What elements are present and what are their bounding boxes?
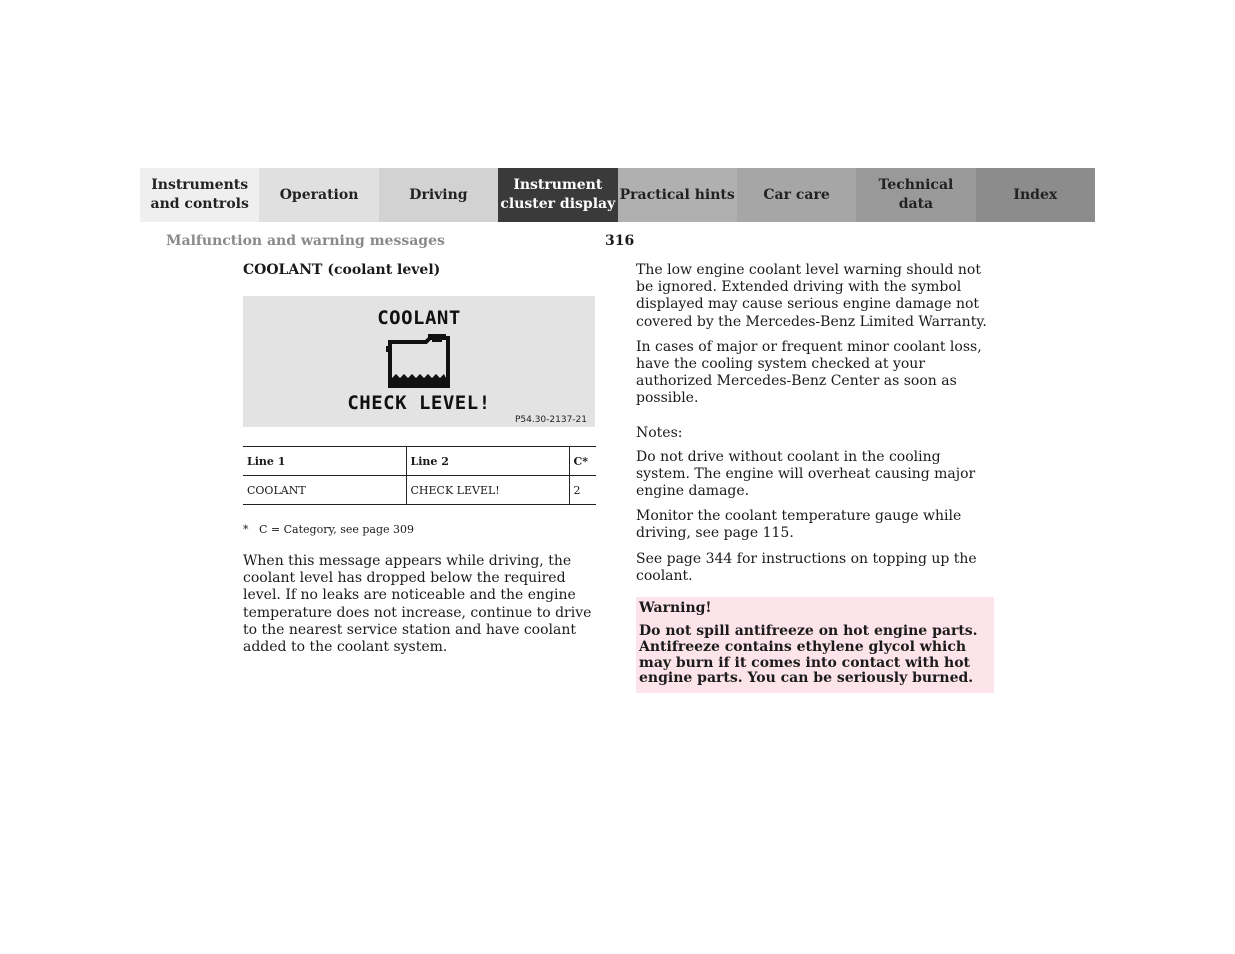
- note-item: Do not drive without coolant in the cooling system. The engine will overheat causing major engine damage.: [636, 448, 976, 500]
- tab-instrument-cluster-display[interactable]: Instrument cluster display: [498, 168, 617, 222]
- tab-index[interactable]: Index: [976, 168, 1095, 222]
- column-header-line1: Line 1: [243, 447, 406, 476]
- warning-box: [636, 597, 994, 693]
- section-header: Malfunction and warning messages: [166, 233, 445, 249]
- footnote-marker: *: [243, 523, 249, 536]
- right-column: [636, 262, 996, 693]
- tab-practical-hints[interactable]: Practical hints: [618, 168, 737, 222]
- message-table: [243, 446, 596, 505]
- coolant-loss-paragraph: In cases of major or frequent minor coolant loss, have the cooling system checked at your authorized Mercedes-Benz Center as soon as possible.: [636, 338, 982, 407]
- table-cell: COOLANT: [243, 476, 406, 505]
- note-item: See page 344 for instructions on topping up the coolant.: [636, 550, 977, 584]
- column-header-line2: Line 2: [406, 447, 569, 476]
- display-line-1: COOLANT: [377, 307, 461, 329]
- chapter-tab-bar: [140, 168, 1095, 222]
- warning-explanation-paragraph: The low engine coolant level warning should not be ignored. Extended driving with the symbol displayed may cause serious engine damage not covered by the Mercedes-Benz Limited Warranty.: [636, 262, 987, 330]
- description-paragraph: When this message appears while driving, the coolant level has dropped below the required level. If no leaks are noticeable and the engine temperature does not increase, continue to drive to the nearest service station and have coolant added to the coolant system.: [243, 553, 592, 656]
- display-line-2: CHECK LEVEL!: [347, 392, 491, 414]
- coolant-reservoir-icon: [386, 334, 452, 388]
- table-cell: 2: [569, 476, 596, 505]
- tab-technical-data[interactable]: Technical data: [856, 168, 975, 222]
- tab-driving[interactable]: Driving: [379, 168, 498, 222]
- note-item: Monitor the coolant temperature gauge while driving, see page 115.: [636, 508, 962, 542]
- left-column: [243, 262, 597, 656]
- message-title: COOLANT (coolant level): [243, 262, 441, 278]
- tab-instruments-and-controls[interactable]: Instruments and controls: [140, 168, 259, 222]
- tab-operation[interactable]: Operation: [259, 168, 378, 222]
- footnote-text: C = Category, see page 309: [259, 523, 415, 536]
- page-number: 316: [605, 233, 635, 249]
- warning-title: Warning!: [639, 600, 712, 617]
- tab-car-care[interactable]: Car care: [737, 168, 856, 222]
- notes-label: Notes:: [636, 424, 683, 441]
- table-cell: CHECK LEVEL!: [406, 476, 569, 505]
- figure-code: P54.30-2137-21: [514, 415, 587, 425]
- footnote: [243, 523, 597, 536]
- column-header-category: C*: [569, 447, 596, 476]
- table-header-row: [243, 447, 596, 476]
- warning-text: Do not spill antifreeze on hot engine parts. Antifreeze contains ethylene glycol which may burn if it comes into contact with hot engine parts. You can be seriously burned.: [639, 623, 978, 687]
- table-row: [243, 476, 596, 505]
- cluster-display-figure: [243, 296, 595, 427]
